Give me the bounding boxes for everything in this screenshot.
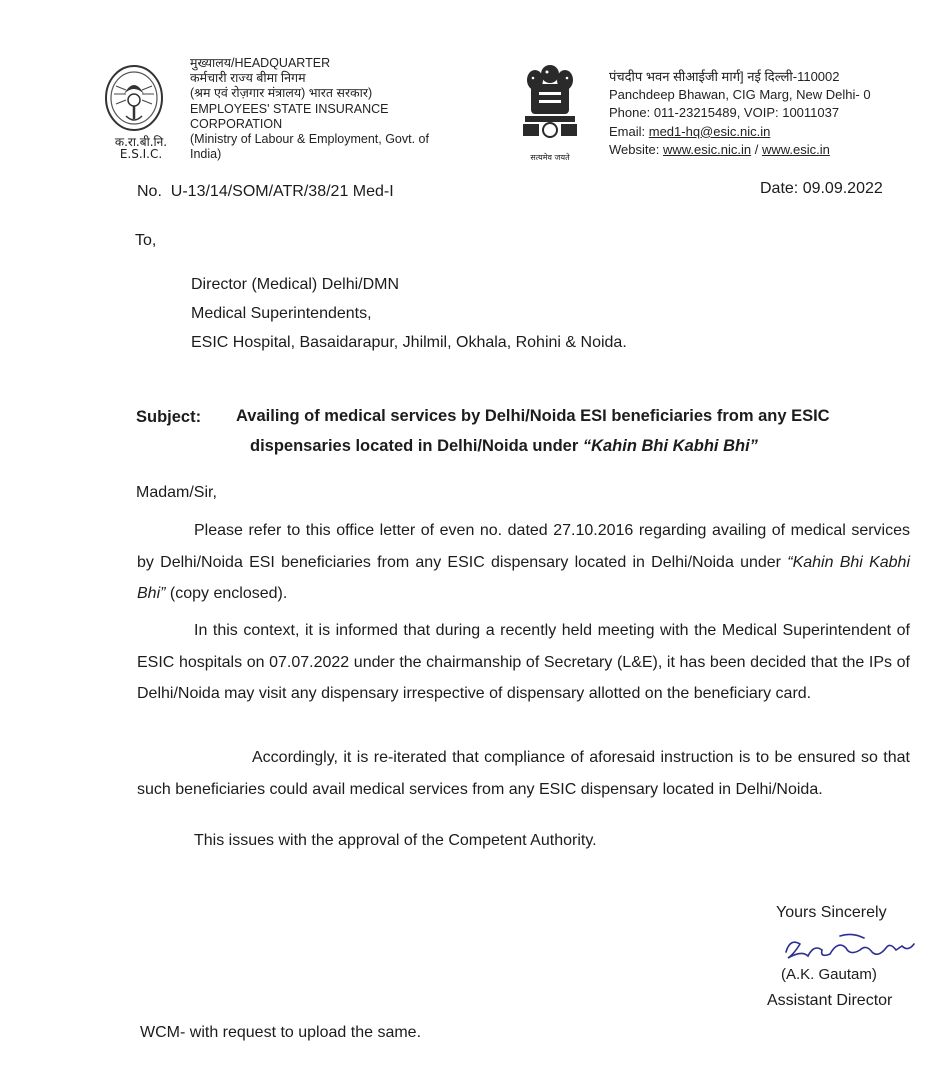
yours-sincerely: Yours Sincerely (776, 904, 887, 921)
letter-date: Date: 09.09.2022 (760, 180, 883, 197)
recipient-line: ESIC Hospital, Basaidarapur, Jhilmil, Okhala, Rohini & Noida. (191, 334, 627, 351)
hq-line: (Ministry of Labour & Employment, Govt. of (190, 132, 429, 147)
esic-abbr-english: E.S.I.C. (119, 147, 163, 161)
website-link-1[interactable]: www.esic.nic.in (662, 141, 752, 157)
subject-line-1: Availing of medical services by Delhi/Noida ESI beneficiaries from any ESIC (236, 407, 830, 425)
email-line (609, 123, 938, 141)
subject-scheme-name: “Kahin Bhi Kabhi Bhi” (582, 437, 758, 455)
email-link[interactable]: med1-hq@esic.nic.in (648, 123, 771, 139)
recipients (191, 270, 627, 357)
hq-line: CORPORATION (190, 116, 283, 131)
letter-number: No. U-13/14/SOM/ATR/38/21 Med-I (137, 183, 394, 200)
emblem-motto: सत्यमेव जयते (530, 153, 570, 162)
address-english: Panchdeep Bhawan, CIG Marg, New Delhi- 0 (609, 87, 871, 103)
website-line (609, 141, 938, 159)
headquarter-block (190, 56, 510, 162)
subject-line-2-text: dispensaries located in Delhi/Noida under (250, 437, 583, 455)
paragraph-1-end: (copy enclosed). (165, 585, 288, 602)
phone-line: Phone: 011-23215489, VOIP: 10011037 (609, 105, 840, 121)
subject-label: Subject: (136, 408, 202, 426)
paragraph-1 (137, 515, 910, 610)
to-line: To, (135, 232, 157, 249)
subject-line-2 (236, 431, 926, 461)
paragraph-1-text: Please refer to this office letter of even no. dated 27.10.2016 regarding availing of medical services by Delhi/Noida ESI beneficiaries from any ESIC dispensary located in Delhi/Noida under (137, 522, 910, 571)
website-link-2[interactable]: www.esic.in (761, 141, 830, 157)
paragraph-2: In this context, it is informed that during a recently held meeting with the Medical Superintendent of ESIC hospitals on 07.07.2022 under the chairmanship of Secretary (L&E), it has been decided that the IPs of Delhi/Noida may visit any dispensary irrespective of dispensary allotted on the beneficiary card. (137, 622, 910, 702)
paragraph-1-scheme: “Kahin Bhi Kabhi Bhi” (137, 553, 910, 602)
hq-line: India) (190, 147, 222, 162)
esic-abbr-hindi: क.रा.बी.नि. (114, 135, 168, 149)
esic-abbreviation (108, 136, 174, 160)
recipient-line: Medical Superintendents, (191, 305, 372, 322)
website-label: Website: (609, 141, 663, 157)
address-hindi: पंचदीप भवन सीआईजी मार्ग] नई दिल्ली-110002 (609, 69, 840, 84)
signer-designation: Assistant Director (767, 992, 893, 1009)
esic-logo (104, 64, 164, 138)
footer-note: WCM- with request to upload the same. (140, 1024, 422, 1041)
closing-line: This issues with the approval of the Competent Authority. (194, 832, 597, 849)
paragraph-3: Accordingly, it is re-iterated that compliance of aforesaid instruction is to be ensured so that such beneficiaries could avail medical services from any ESIC dispensary located in Delhi/Noida. (137, 749, 910, 798)
national-emblem (517, 60, 583, 164)
website-separator: / (751, 141, 762, 157)
recipient-line: Director (Medical) Delhi/DMN (191, 276, 400, 293)
hq-line: (श्रम एवं रोज़गार मंत्रालय) भारत सरकार) (190, 86, 373, 101)
salutation: Madam/Sir, (136, 484, 217, 501)
hq-line: मुख्यालय/HEADQUARTER (190, 56, 331, 70)
hq-line: EMPLOYEES' STATE INSURANCE (190, 101, 389, 116)
email-label: Email: (609, 123, 649, 139)
hq-line: कर्मचारी राज्य बीमा निगम (190, 71, 306, 86)
signer-name: (A.K. Gautam) (781, 966, 877, 983)
contact-block (609, 68, 938, 159)
subject-text (236, 401, 926, 461)
